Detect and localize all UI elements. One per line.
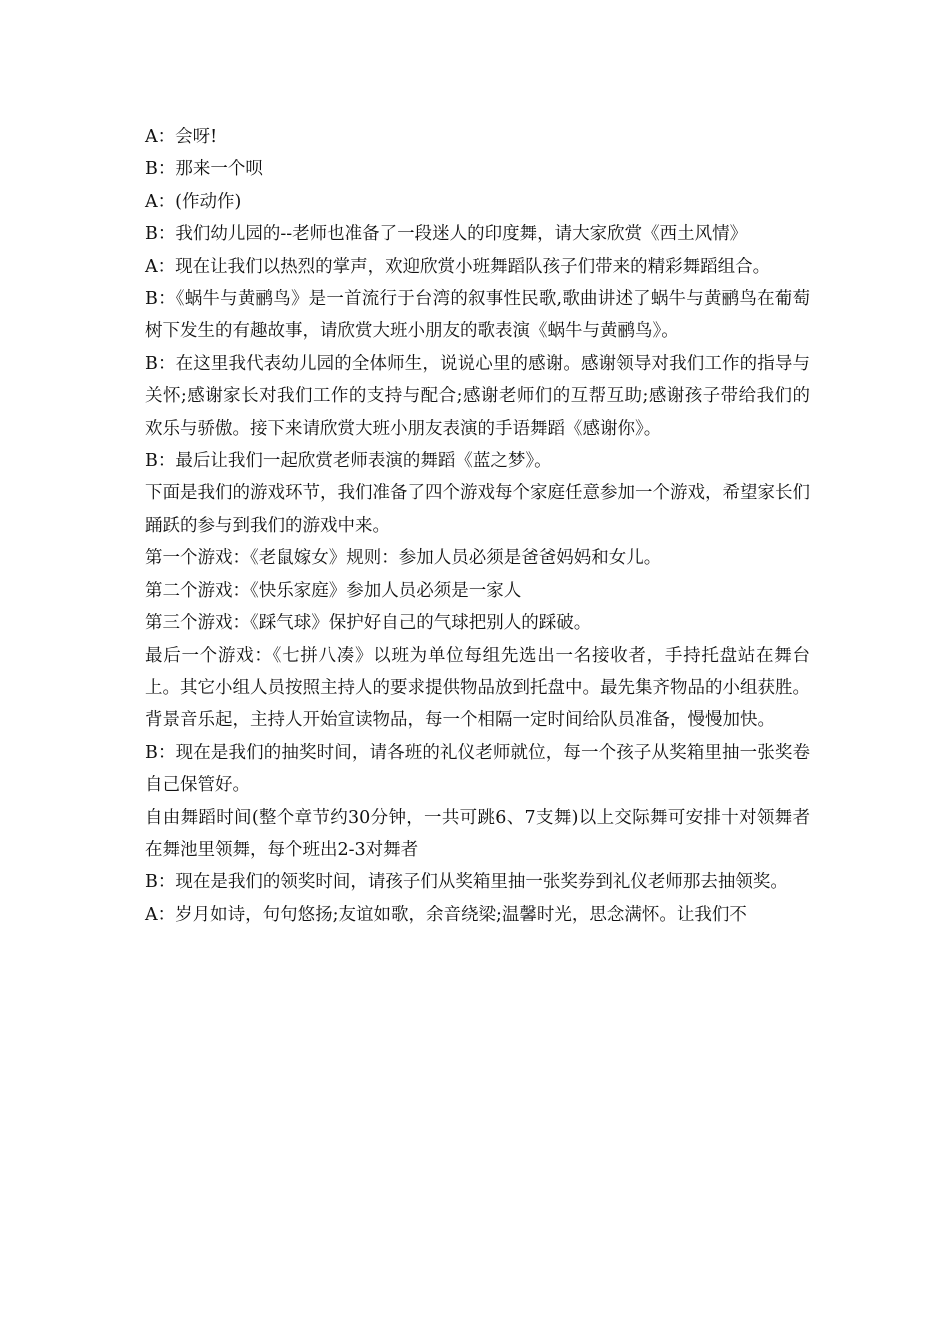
paragraph: A：现在让我们以热烈的掌声，欢迎欣赏小班舞蹈队孩子们带来的精彩舞蹈组合。: [145, 256, 771, 277]
paragraph: B：《蜗牛与黄鹂鸟》是一首流行于台湾的叙事性民歌,歌曲讲述了蜗牛与黄鹂鸟在葡萄树下发生的有趣故事，请欣赏大班小朋友的歌表演《蜗牛与黄鹂鸟》。: [145, 289, 810, 342]
paragraph: B：我们幼儿园的--老师也准备了一段迷人的印度舞，请大家欣赏《西土风情》: [145, 224, 748, 245]
document-body: [145, 121, 810, 931]
paragraph: A：会呀!: [145, 127, 218, 147]
paragraph: B：那来一个呗: [145, 159, 263, 180]
paragraph: A：(作动作): [145, 191, 242, 212]
paragraph: B：现在是我们的抽奖时间，请各班的礼仪老师就位，每一个孩子从奖箱里抽一张奖卷自己保管好。: [145, 742, 810, 796]
paragraph: 第二个游戏：《快乐家庭》参加人员必须是一家人: [145, 580, 522, 601]
paragraph: 背景音乐起，主持人开始宣读物品，每一个相隔一定时间给队员准备，慢慢加快。: [145, 710, 775, 731]
paragraph: 下面是我们的游戏环节，我们准备了四个游戏每个家庭任意参加一个游戏，希望家长们踊跃的参与到我们的游戏中来。: [145, 483, 810, 536]
paragraph: 最后一个游戏：《七拼八凑》以班为单位每组先选出一名接收者，手持托盘站在舞台上。其它小组人员按照主持人的要求提供物品放到托盘中。最先集齐物品的小组获胜。: [145, 645, 810, 698]
paragraph: 第一个游戏：《老鼠嫁女》规则：参加人员必须是爸爸妈妈和女儿。: [145, 548, 662, 569]
paragraph: A：岁月如诗，句句悠扬;友谊如歌，余音绕梁;温馨时光，思念满怀。让我们不: [145, 904, 747, 925]
paragraph: B：在这里我代表幼儿园的全体师生，说说心里的感谢。感谢领导对我们工作的指导与关怀;感谢家长对我们工作的支持与配合;感谢老师们的互帮互助;感谢孩子带给我们的欢乐与骄傲。接下来请欣赏大班小朋友表演的手语舞蹈《感谢你》。: [145, 353, 810, 439]
paragraph: B：最后让我们一起欣赏老师表演的舞蹈《蓝之梦》。: [145, 451, 552, 472]
paragraph: 第三个游戏：《踩气球》保护好自己的气球把别人的踩破。: [145, 613, 592, 634]
paragraph: B：现在是我们的领奖时间，请孩子们从奖箱里抽一张奖券到礼仪老师那去抽领奖。: [145, 872, 788, 893]
paragraph: 自由舞蹈时间(整个章节约30分钟，一共可跳6、7支舞)以上交际舞可安排十对领舞者在舞池里领舞，每个班出2-3对舞者: [145, 807, 810, 860]
